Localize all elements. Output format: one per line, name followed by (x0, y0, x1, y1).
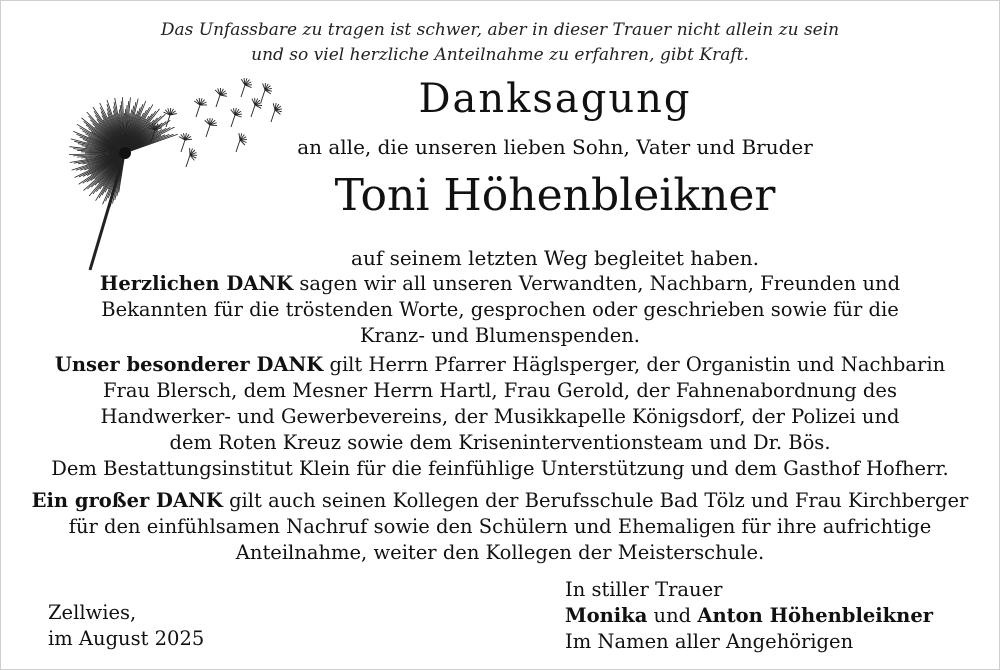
thanks-paragraph-4 (0, 488, 1000, 566)
date: im August 2025 (48, 627, 205, 650)
thanks-2-line-3: Handwerker- und Gewerbevereins, der Musikkapelle Königsdorf, der Polizei und (100, 405, 900, 428)
page-title: Danksagung (418, 76, 692, 122)
thanks-paragraph-2 (0, 352, 1000, 456)
place-date (48, 600, 204, 652)
thanks-2-line-4: dem Roten Kreuz sowie dem Kriseninterventionsteam und Dr. Bös. (169, 431, 831, 454)
mourner-1: Monika (565, 604, 648, 627)
thanks-1-line-2: Bekannten für die tröstenden Worte, gesprochen oder geschrieben sowie für die (101, 298, 899, 321)
thanks-4-bold: Ein großer DANK (31, 489, 223, 512)
subtitle: an alle, die unseren lieben Sohn, Vater und Bruder (297, 135, 813, 159)
thanks-4-line-1: gilt auch seinen Kollegen der Berufsschule Bad Tölz und Frau Kirchberger (222, 489, 969, 512)
thanks-1-line-1: sagen wir all unseren Verwandten, Nachbarn, Freunden und (293, 272, 901, 295)
thanks-4-line-2: für den einfühlsamen Nachruf sowie den Schülern und Ehemaligen für ihre aufrichtige (68, 515, 932, 538)
thanks-paragraph-1 (0, 271, 1000, 349)
thanks-3-line-1: Dem Bestattungsinstitut Klein für die feinfühlige Unterstützung und dem Gasthof Hofherr. (51, 457, 949, 480)
quote-line-2: und so viel herzliche Anteilnahme zu erfahren, gibt Kraft. (251, 45, 749, 65)
thanks-1-bold: Herzlichen DANK (99, 272, 294, 295)
relatives-line: Im Namen aller Angehörigen (565, 630, 854, 653)
deceased-name: Toni Höhenbleikner (334, 170, 776, 221)
thanks-2-line-2: Frau Blersch, dem Mesner Herrn Hartl, Frau Gerold, der Fahnenabordnung des (103, 379, 897, 402)
thanks-1-line-3: Kranz- und Blumenspenden. (359, 324, 641, 347)
subtitle-2: auf seinem letzten Weg begleitet haben. (351, 246, 759, 270)
thanks-2-line-1: gilt Herrn Pfarrer Häglsperger, der Organistin und Nachbarin (323, 353, 946, 376)
conjunction: und (647, 604, 698, 627)
mourning-line: In stiller Trauer (565, 578, 723, 601)
family-signature (565, 577, 933, 655)
mourner-2: Anton Höhenbleikner (697, 604, 934, 627)
thanks-2-bold: Unser besonderer DANK (54, 353, 324, 376)
thanks-4-line-3: Anteilnahme, weiter den Kollegen der Meisterschule. (235, 541, 765, 564)
quote-line-1: Das Unfassbare zu tragen ist schwer, aber in dieser Trauer nicht allein zu sein (160, 20, 840, 40)
thanks-paragraph-3 (0, 456, 1000, 482)
place: Zellwies, (48, 601, 137, 624)
